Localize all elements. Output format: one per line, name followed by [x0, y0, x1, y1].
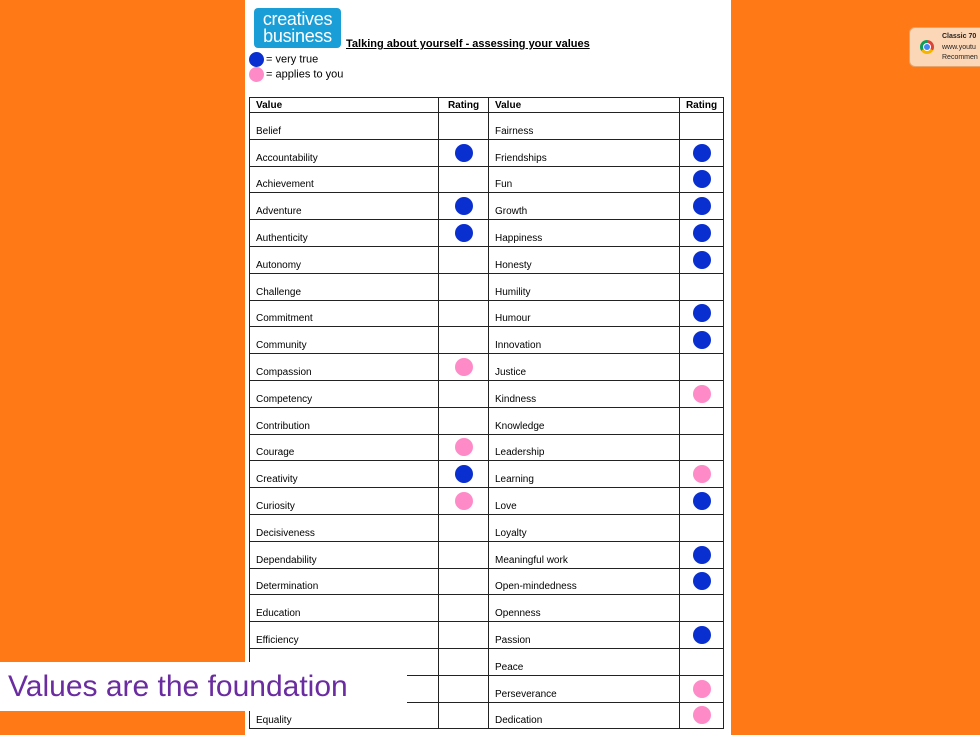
- blue-dot-icon: [693, 572, 711, 590]
- value-cell: Competency: [250, 380, 439, 407]
- table-row: [250, 273, 724, 300]
- value-cell: Perseverance: [489, 675, 680, 702]
- blue-dot-icon: [693, 304, 711, 322]
- value-cell: Accountability: [250, 139, 439, 166]
- creatives-business-logo: [254, 8, 341, 48]
- value-cell: Challenge: [250, 273, 439, 300]
- logo-line-2: business: [263, 26, 332, 46]
- value-cell: Creativity: [250, 461, 439, 488]
- pink-dot-icon: [249, 67, 264, 82]
- value-cell: Autonomy: [250, 246, 439, 273]
- legend-applies: [249, 67, 343, 82]
- rating-cell: [680, 514, 724, 541]
- value-cell: Education: [250, 595, 439, 622]
- pink-dot-icon: [693, 680, 711, 698]
- rating-cell: [439, 461, 489, 488]
- media-notification[interactable]: [909, 27, 980, 67]
- value-cell: Friendships: [489, 139, 680, 166]
- value-cell: Contribution: [250, 407, 439, 434]
- values-table: [249, 97, 724, 729]
- blue-dot-icon: [693, 331, 711, 349]
- value-cell: Learning: [489, 461, 680, 488]
- blue-dot-icon: [249, 52, 264, 67]
- blue-dot-icon: [693, 144, 711, 162]
- rating-cell: [439, 488, 489, 515]
- blue-dot-icon: [693, 170, 711, 188]
- rating-cell: [680, 193, 724, 220]
- table-row: [250, 622, 724, 649]
- rating-cell: [439, 113, 489, 140]
- rating-cell: [680, 595, 724, 622]
- table-row: [250, 193, 724, 220]
- legend-label: = applies to you: [266, 68, 344, 81]
- chrome-icon: [920, 40, 934, 54]
- worksheet-document: [245, 0, 731, 735]
- table-row: [250, 568, 724, 595]
- value-cell: Loyalty: [489, 514, 680, 541]
- blue-dot-icon: [693, 546, 711, 564]
- blue-dot-icon: [455, 197, 473, 215]
- table-row: [250, 327, 724, 354]
- value-cell: Passion: [489, 622, 680, 649]
- rating-cell: [439, 220, 489, 247]
- value-cell: Humility: [489, 273, 680, 300]
- value-cell: Justice: [489, 354, 680, 381]
- table-row: [250, 246, 724, 273]
- table-row: [250, 434, 724, 461]
- blue-dot-icon: [693, 224, 711, 242]
- rating-cell: [680, 246, 724, 273]
- value-cell: Authenticity: [250, 220, 439, 247]
- table-row: [250, 380, 724, 407]
- blue-dot-icon: [455, 224, 473, 242]
- legend-label: = very true: [266, 53, 319, 66]
- rating-cell: [439, 675, 489, 702]
- rating-cell: [680, 113, 724, 140]
- rating-cell: [680, 541, 724, 568]
- table-row: [250, 220, 724, 247]
- rating-cell: [439, 246, 489, 273]
- rating-cell: [439, 380, 489, 407]
- pink-dot-icon: [455, 492, 473, 510]
- value-cell: Openness: [489, 595, 680, 622]
- rating-cell: [439, 139, 489, 166]
- rating-cell: [680, 273, 724, 300]
- blue-dot-icon: [455, 144, 473, 162]
- rating-cell: [439, 434, 489, 461]
- pink-dot-icon: [455, 358, 473, 376]
- value-cell: Peace: [489, 648, 680, 675]
- blue-dot-icon: [693, 492, 711, 510]
- value-cell: Honesty: [489, 246, 680, 273]
- rating-cell: [439, 166, 489, 193]
- rating-cell: [680, 407, 724, 434]
- legend-very-true: [249, 52, 318, 67]
- blue-dot-icon: [693, 626, 711, 644]
- value-cell: Community: [250, 327, 439, 354]
- rating-cell: [680, 166, 724, 193]
- column-header-rating: Rating: [439, 98, 489, 113]
- rating-cell: [680, 220, 724, 247]
- column-header-value: Value: [489, 98, 680, 113]
- rating-cell: [439, 193, 489, 220]
- value-cell: Adventure: [250, 193, 439, 220]
- rating-cell: [680, 380, 724, 407]
- rating-cell: [680, 568, 724, 595]
- rating-cell: [439, 514, 489, 541]
- table-row: [250, 541, 724, 568]
- table-row: [250, 488, 724, 515]
- rating-cell: [680, 488, 724, 515]
- rating-cell: [439, 622, 489, 649]
- value-cell: Open-mindedness: [489, 568, 680, 595]
- value-cell: Compassion: [250, 354, 439, 381]
- value-cell: Innovation: [489, 327, 680, 354]
- rating-cell: [680, 354, 724, 381]
- table-row: [250, 113, 724, 140]
- rating-cell: [439, 407, 489, 434]
- value-cell: Kindness: [489, 380, 680, 407]
- table-row: [250, 166, 724, 193]
- rating-cell: [439, 702, 489, 729]
- value-cell: Knowledge: [489, 407, 680, 434]
- table-row: [250, 139, 724, 166]
- value-cell: Determination: [250, 568, 439, 595]
- rating-cell: [439, 300, 489, 327]
- value-cell: Courage: [250, 434, 439, 461]
- rating-cell: [680, 461, 724, 488]
- table-header-row: [250, 98, 724, 113]
- notification-url: www.youtu: [942, 44, 976, 51]
- value-cell: Decisiveness: [250, 514, 439, 541]
- rating-cell: [680, 648, 724, 675]
- value-cell: Leadership: [489, 434, 680, 461]
- value-cell: Fairness: [489, 113, 680, 140]
- rating-cell: [439, 541, 489, 568]
- pink-dot-icon: [455, 438, 473, 456]
- table-row: [250, 407, 724, 434]
- logo-line-1: creatives: [262, 9, 333, 29]
- table-row: [250, 300, 724, 327]
- rating-cell: [680, 434, 724, 461]
- value-cell: Love: [489, 488, 680, 515]
- blue-dot-icon: [693, 197, 711, 215]
- rating-cell: [680, 702, 724, 729]
- value-cell: Commitment: [250, 300, 439, 327]
- rating-cell: [439, 354, 489, 381]
- value-cell: Efficiency: [250, 622, 439, 649]
- table-row: [250, 595, 724, 622]
- worksheet-title: Talking about yourself - assessing your values: [346, 38, 590, 50]
- blue-dot-icon: [693, 251, 711, 269]
- rating-cell: [439, 595, 489, 622]
- rating-cell: [680, 139, 724, 166]
- rating-cell: [439, 273, 489, 300]
- rating-cell: [680, 300, 724, 327]
- table-row: [250, 461, 724, 488]
- table-row: [250, 514, 724, 541]
- notification-subtitle: Recommen: [942, 54, 978, 61]
- rating-cell: [680, 675, 724, 702]
- rating-cell: [439, 327, 489, 354]
- value-cell: Growth: [489, 193, 680, 220]
- value-cell: Equality: [250, 702, 439, 729]
- value-cell: Fun: [489, 166, 680, 193]
- value-cell: Meaningful work: [489, 541, 680, 568]
- column-header-rating: Rating: [680, 98, 724, 113]
- rating-cell: [439, 568, 489, 595]
- value-cell: Achievement: [250, 166, 439, 193]
- rating-cell: [680, 622, 724, 649]
- pink-dot-icon: [693, 706, 711, 724]
- value-cell: Dependability: [250, 541, 439, 568]
- column-header-value: Value: [250, 98, 439, 113]
- value-cell: Happiness: [489, 220, 680, 247]
- pink-dot-icon: [693, 385, 711, 403]
- rating-cell: [439, 648, 489, 675]
- rating-cell: [680, 327, 724, 354]
- value-cell: Curiosity: [250, 488, 439, 515]
- pink-dot-icon: [693, 465, 711, 483]
- value-cell: Humour: [489, 300, 680, 327]
- slide-caption: Values are the foundation: [0, 662, 407, 711]
- value-cell: Dedication: [489, 702, 680, 729]
- notification-title: Classic 70: [942, 33, 977, 40]
- blue-dot-icon: [455, 465, 473, 483]
- table-row: [250, 354, 724, 381]
- value-cell: Belief: [250, 113, 439, 140]
